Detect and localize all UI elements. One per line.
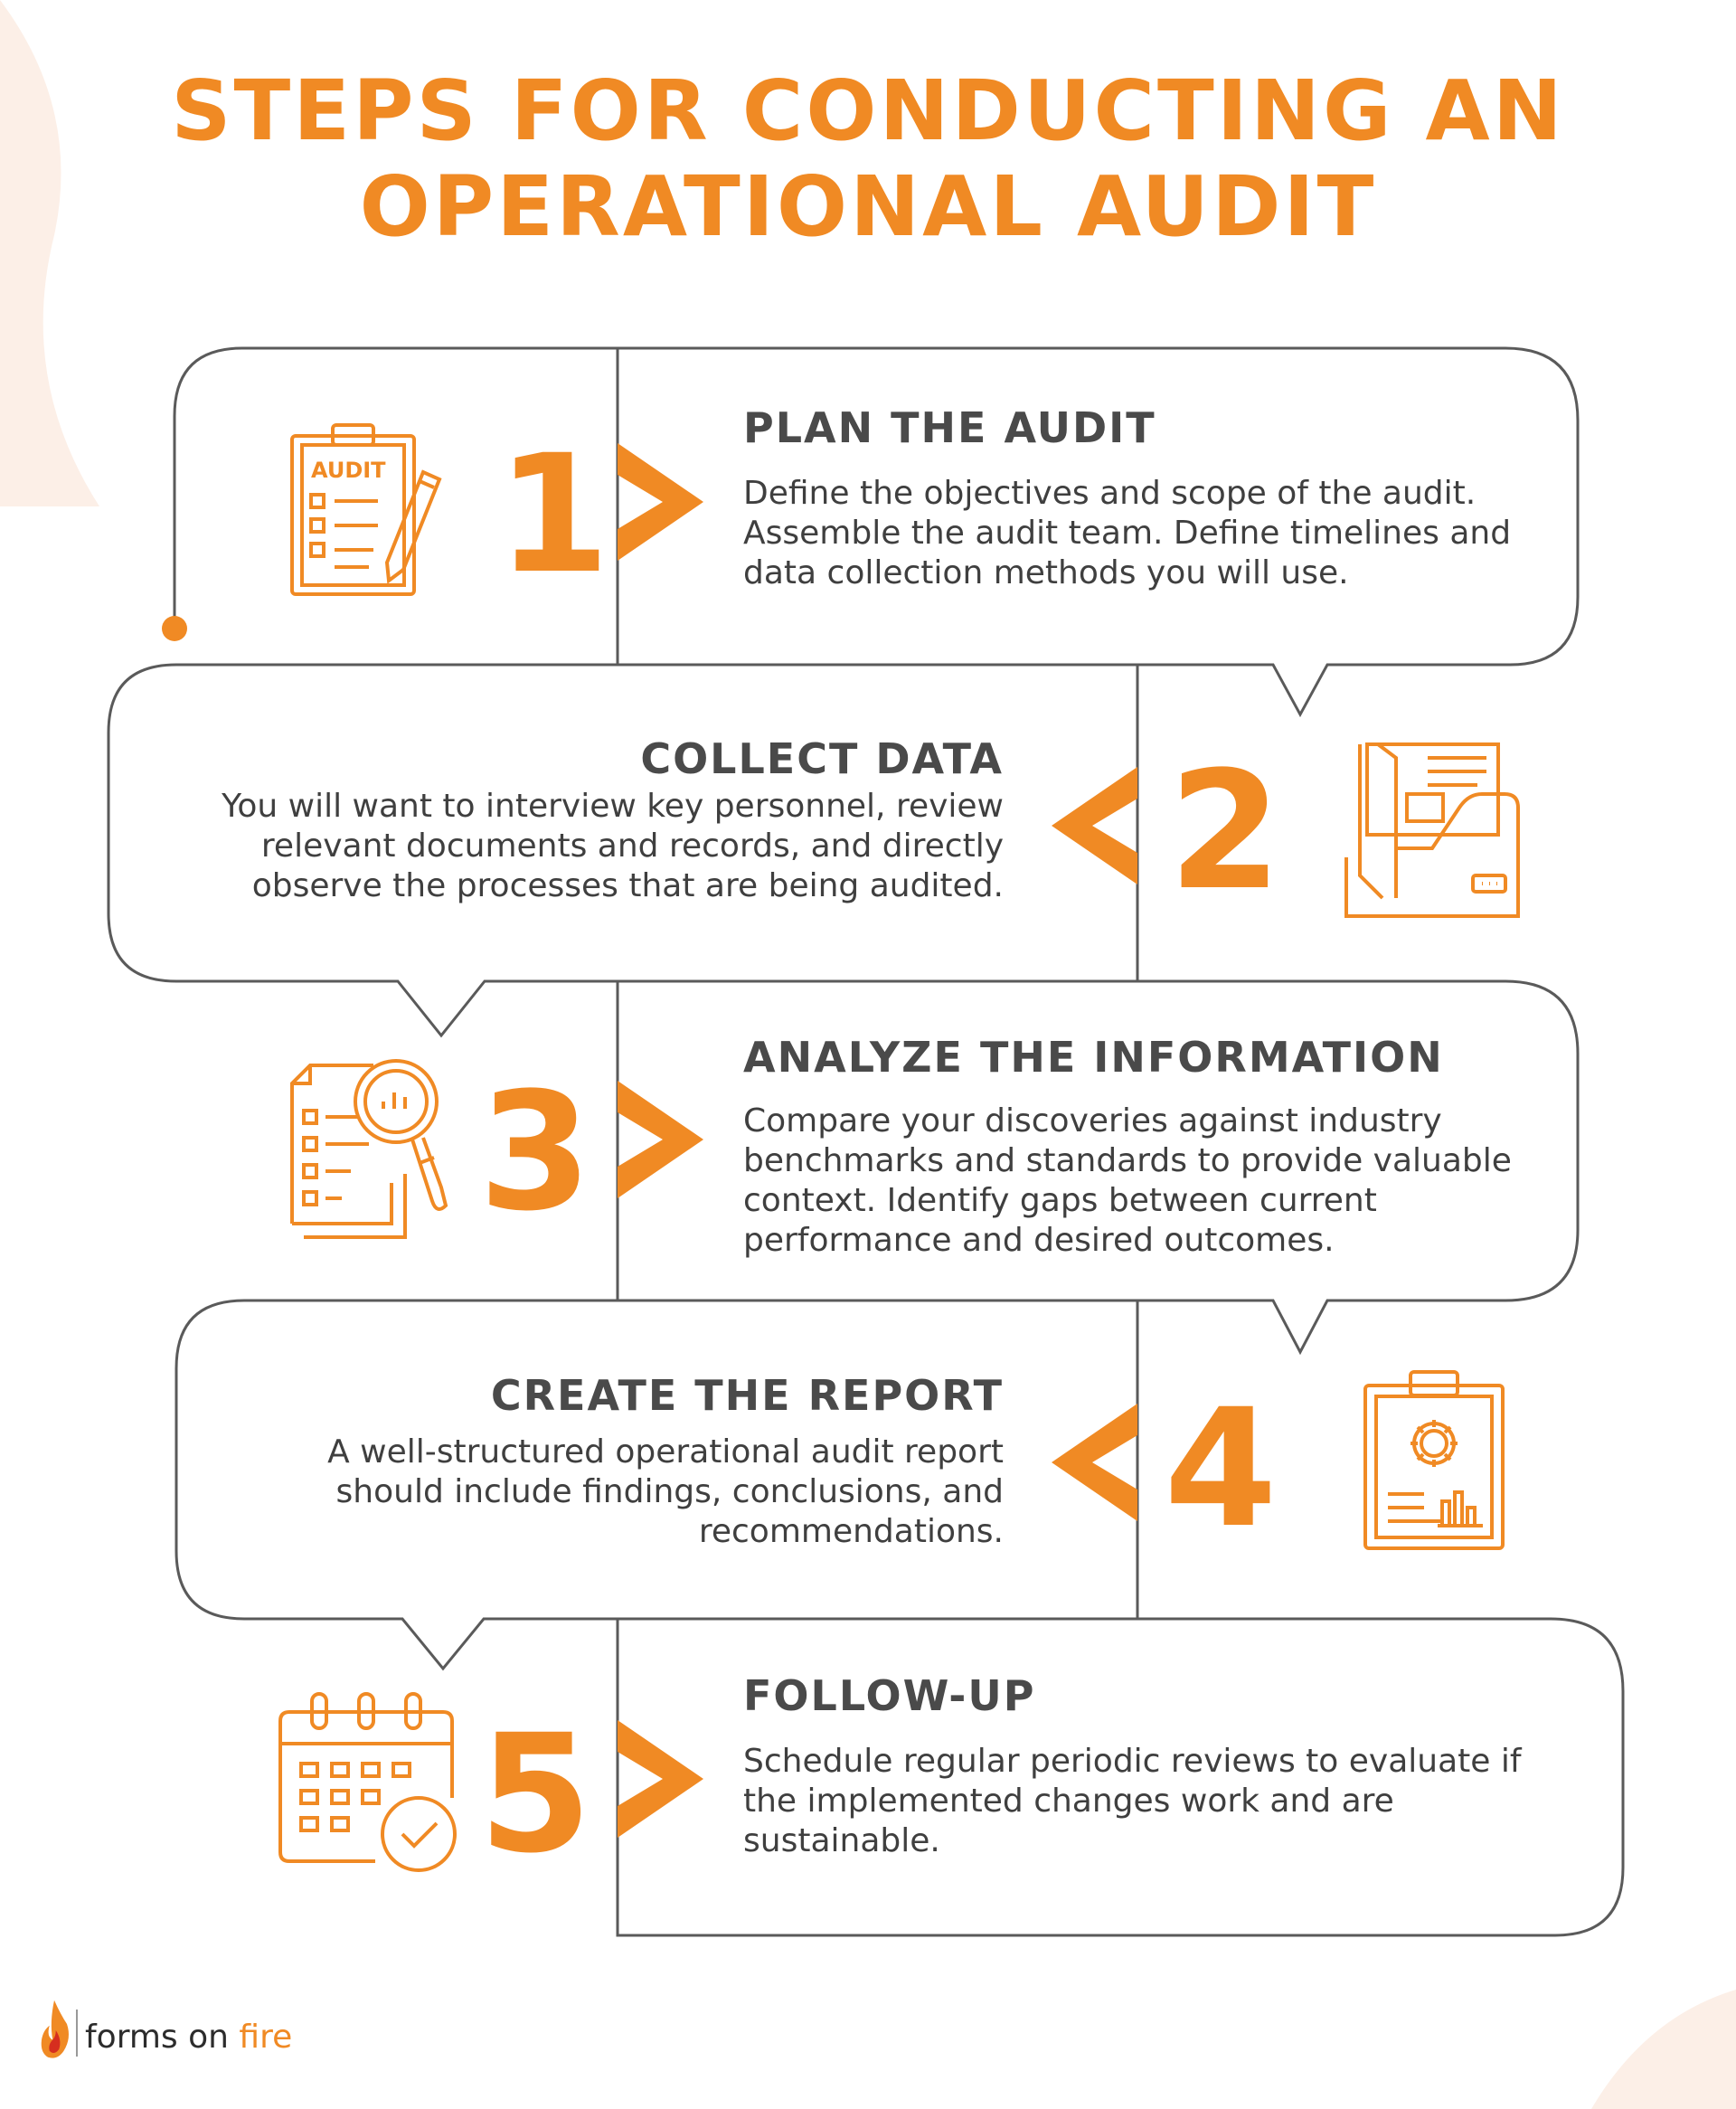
step-2-text: You will want to interview key personnel, review relevant documents and records, and directly observe the processes that are being audited. [222, 788, 1004, 904]
step-4-chevron [1052, 1404, 1142, 1521]
step-5-title: FOLLOW-UP [743, 1671, 1036, 1720]
step-2-chevron [1052, 767, 1142, 884]
step-4-text: A well-structured operational audit report should include findings, conclusions, and recommendations. [327, 1433, 1004, 1550]
step-2-number: 2 [1168, 737, 1282, 926]
step-4-title: CREATE THE REPORT [490, 1371, 1004, 1420]
brand-name-part2: fire [239, 2019, 293, 2056]
documents-folder-icon [1342, 740, 1523, 921]
brand-name-part1: forms on [85, 2019, 240, 2056]
title-line-1: STEPS FOR CONDUCTING AN [171, 62, 1565, 159]
step-4-number: 4 [1164, 1375, 1278, 1564]
timeline-dot [162, 616, 187, 641]
calendar-check-icon [276, 1689, 461, 1875]
step-3-title: ANALYZE THE INFORMATION [743, 1033, 1444, 1082]
step-1-title: PLAN THE AUDIT [743, 403, 1156, 452]
step-5-number: 5 [478, 1700, 592, 1889]
document-magnifier-icon [288, 1056, 450, 1242]
title-line-2: OPERATIONAL AUDIT [359, 158, 1377, 255]
audit-clipboard-icon [288, 418, 450, 599]
step-3-text: Compare your discoveries against industry benchmarks and standards to provide valuable context. Identify gaps between current performance and desired outcomes. [743, 1102, 1512, 1259]
step-3-number: 3 [478, 1058, 592, 1247]
step-1-text: Define the objectives and scope of the audit. Assemble the audit team. Define timelines and data collection methods you will use. [743, 475, 1512, 591]
step-2-title: COLLECT DATA [640, 734, 1004, 783]
step-5-text: Schedule regular periodic reviews to evaluate if the implemented changes work and are sustainable. [743, 1743, 1522, 1859]
audit-icon-label: AUDIT [311, 458, 386, 483]
brand-logo [85, 2019, 292, 2056]
step-1-chevron [618, 443, 708, 561]
step-3-chevron [618, 1081, 708, 1198]
brand-divider [76, 2010, 78, 2057]
flame-icon [36, 1999, 72, 2062]
step-5-chevron [618, 1720, 708, 1838]
report-clipboard-icon [1361, 1367, 1507, 1553]
step-1-number: 1 [496, 421, 610, 610]
